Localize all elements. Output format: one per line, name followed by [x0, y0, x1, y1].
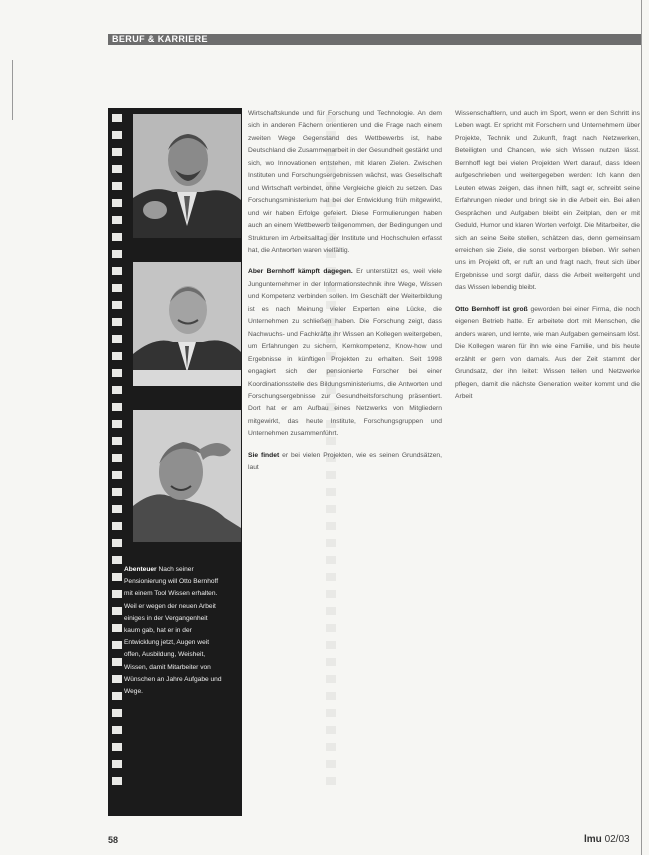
page-edge-line-left	[12, 60, 13, 120]
portrait-photo-gesturing	[133, 114, 241, 238]
paragraph-lead: Sie findet	[248, 451, 280, 459]
paragraph-text: Er unterstützt es, weil viele Jungunternehmer in der Informationstechnik ihre Wege, Wissen und Kompetenz verbinden sollen. Im Geschäft der Weiterbildung ist es nach Meinung vieler Experten eine Lücke, die Unternehmen zu schließen haben. Die Forschung zeigt, dass Nachwuchs- und Fachkräfte ihr Wissen an Kollegen weitergeben, um Erfahrungen zu sichern, Kernkompetenz, Know-how und Ergebnisse in künftigen Projekten zu erhalten. Seit 1998 engagiert sich der pensionierte Forscher bei einer Koordinationsstelle des Bildungsministeriums, die Antworten und Forschungsergebnisse zur Gesundheitsforschung präsentiert. Dort hat er am Aufbau eines Netzwerks von Mitgliedern mitgewirkt, das heute Institute, Forschungsgruppen und Unternehmen zusammenführt.	[248, 268, 443, 438]
photo-caption	[124, 564, 224, 698]
page-number: 58	[108, 835, 119, 845]
magazine-name: lmu	[584, 834, 602, 845]
paragraph-lead: Aber Bernhoff kämpft dagegen.	[248, 268, 353, 276]
paragraph	[455, 304, 640, 404]
paragraph	[248, 450, 442, 475]
article-column-2	[455, 108, 640, 412]
section-header-label: BERUF & KARRIERE	[112, 34, 208, 44]
caption-lead: Abenteuer	[124, 566, 157, 573]
paragraph-lead: Otto Bernhoff ist groß	[455, 305, 528, 313]
caption-text: Nach seiner Pensionierung will Otto Bernhoff mit einem Tool Wissen erhalten. Weil er wegen der neuen Arbeit einiges in der Vergangenheit kaum gab, hat er in der Entwicklung jetzt, Augen weit offen, Ausbildung, Weisheit, Wissen, damit Mitarbeiter von Wünschen an Jahre Aufgabe und Wege.	[124, 566, 222, 696]
paragraph	[248, 266, 442, 440]
portrait-photo-thinking	[133, 410, 241, 542]
paragraph-text: er bei vielen Projekten, wie es seinen Grundsätzen, laut	[248, 451, 442, 472]
magazine-issue	[584, 834, 630, 845]
portrait-photo-smiling	[133, 262, 241, 386]
page-edge-line-right	[641, 0, 642, 855]
issue-number: 02/03	[604, 834, 630, 845]
paragraph	[455, 108, 640, 295]
film-strip	[108, 108, 242, 816]
article-column-1	[248, 108, 442, 484]
section-header	[108, 34, 642, 45]
paragraph-text: geworden bei einer Firma, die noch eigenen Betrieb hatte. Er arbeitete dort mit Menschen, die anders waren, und lernte, wie man Aufgaben gemeinsam löst. Die Kollegen waren für ihn wie eine Familie, und bis heute erzählt er gern von damals. Aus der Zeit stammt der Grundsatz, der ihn leitet: Wissen teilen und Netzwerke pflegen, damit die nächste Generation weiter kommt und die Arbeit	[455, 305, 640, 400]
sprocket-holes-left	[112, 114, 124, 810]
paragraph-text: Wirtschaftskunde und für Forschung und Technologie. An dem sich in anderen Fächern orientieren und die Frage nach einem zweiten Wege Gegenstand des Wettbewerbs ist, habe Deutschland die Zusammenarbeit in der Gesundheit gestärkt und sich, wo Innovationen entstehen, mit klaren Zielen. Zwischen Instituten und Forschungsergebnissen wächst, was Gesellschaft und Wirtschaft verbindet, ohne Vergleiche gleich zu setzen. Das Forschungsministerium hat bei der Entwicklung früh mitgewirkt, und wir haben Erfolge gefeiert. Diese Formulierungen haben auch an einem Wettbewerb teilgenommen, der Bedingungen und Strukturen im Arbeitsalltag der Institute und Hochschulen erfasst hat, die Antworten waren vielfältig.	[248, 110, 442, 254]
paragraph	[248, 108, 442, 257]
paragraph-text: Wissenschaftlern, und auch im Sport, wenn er den Schritt ins Leben wagt. Er spricht mit Forschern und Unternehmern über Projekte, Technik und Zukunft, fragt nach Netzwerken, Beteiligten und Chancen, wie sich Wissen nutzen lässt. Bernhoff legt bei vielen Projekten Wert darauf, dass Ideen aufgeschrieben und weitergegeben werden: Ich kann den Leuten etwas zeigen, das ihnen hilft, sagt er, schreibt seine Erfahrungen nieder und bringt sie in die Arbeit ein. Bei allen Gesprächen und Aufgaben bleibt ein Zeitplan, den er mit Geduld, Humor und klaren Worten verfolgt. Die Mitarbeiter, die sich an seine Seite stellen, schätzen das, denn gemeinsam erreichen sie Ziele, die sonst verborgen blieben. Wir sehen uns im Projekt oft, er ruft an und fragt nach, freut sich über Ergebnisse und sorgt dafür, dass die Arbeit weitergeht und das Wissen lebendig bleibt.	[455, 110, 640, 292]
